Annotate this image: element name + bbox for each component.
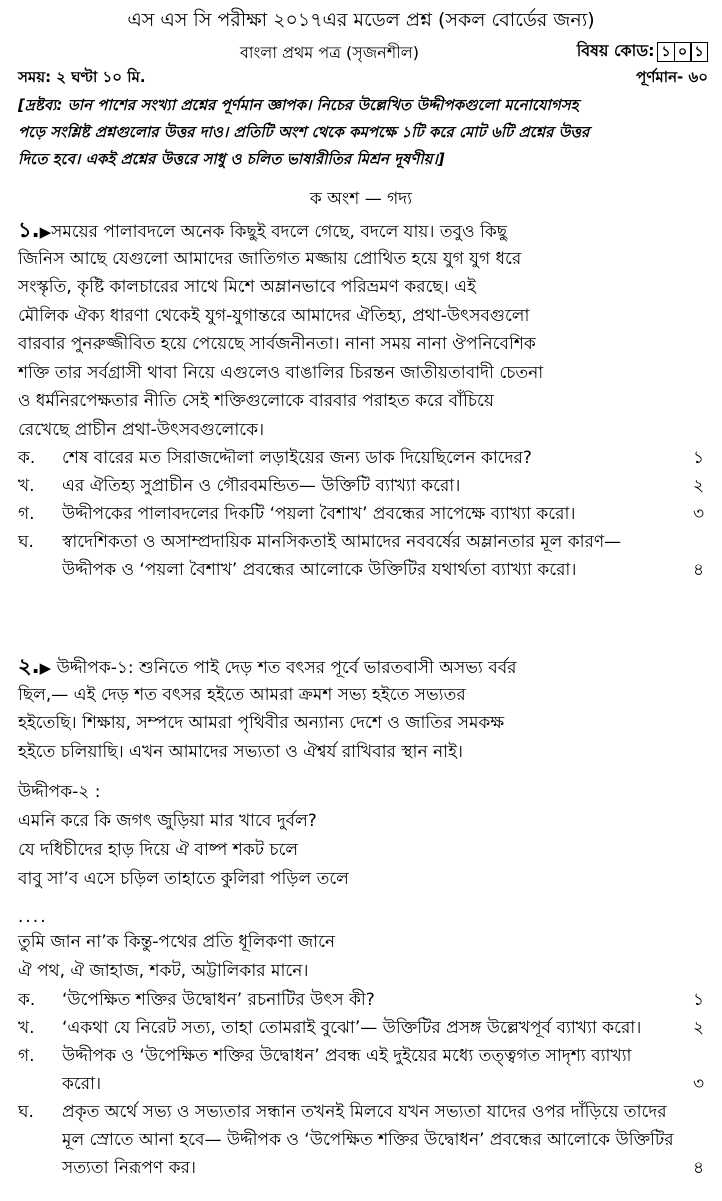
sub-question-label: ঘ. xyxy=(18,532,34,552)
sub-question-text: ‘উপেক্ষিত শক্তির উদ্বোধন’ রচনাটির উৎস কী? xyxy=(62,990,375,1010)
sub-question xyxy=(18,528,708,584)
sub-question-label: ঘ. xyxy=(18,1102,34,1122)
sub-question xyxy=(18,1014,708,1042)
passage-line: রেখেছে প্রাচীন প্রথা-উৎসবগুলোকে। xyxy=(18,419,265,440)
sub-question-label: গ. xyxy=(18,1046,35,1066)
sub-question-text: উদ্দীপকের পালাবদলের দিকটি ‘পয়লা বৈশাখ’ প্রবন্ধের সাপেক্ষে ব্যাখ্যা করো। xyxy=(62,504,576,524)
sub-question-label: ক. xyxy=(18,448,36,468)
sub-question xyxy=(18,986,708,1014)
note-line: দিতে হবে। একই প্রশ্নের উত্তরে সাধু ও চলিত ভাষারীতির মিশ্রন দূষণীয়।] xyxy=(18,150,445,168)
subject-code-label: বিষয় কোড: xyxy=(576,41,655,60)
passage-line: ও ধর্মনিরপেক্ষতার নীতি সেই শক্তিগুলোকে বারবার পরাহত করে বাঁচিয়ে xyxy=(18,391,494,411)
instructions-note xyxy=(18,92,706,173)
sub-question-text: উদ্দীপক ও ‘উপেক্ষিত শক্তির উদ্বোধন’ প্রবন্ধ এই দুইয়ের মধ্যে তত্ত্বগত সাদৃশ্য ব্যাখ্যা করো। xyxy=(62,1046,632,1094)
note-line: পড়ে সংশ্লিষ্ট প্রশ্নগুলোর উত্তর দাও। প্রতিটি অংশ থেকে কমপক্ষে ১টি করে মোট ৬টি প্রশ্নের উত্তর xyxy=(18,123,590,141)
poem-line: ঐ পথ, ঐ জাহাজ, শকট, অট্টালিকার মানে। xyxy=(18,961,309,981)
sub-question-label: খ. xyxy=(18,1018,35,1038)
sub-question-mark: ৪ xyxy=(692,1158,704,1178)
section-title: ক অংশ — গদ্য xyxy=(309,189,413,209)
question-1 xyxy=(18,216,708,584)
subject-code-digit: ১ xyxy=(690,42,708,62)
poem-ellipsis: .... xyxy=(18,907,48,927)
sub-question-mark: ২ xyxy=(692,1018,704,1038)
sub-question-label: গ. xyxy=(18,504,35,524)
passage-line xyxy=(18,216,708,245)
sub-question-text: শেষ বারের মত সিরাজদ্দৌলা লড়াইয়ের জন্য ডাক দিয়েছিলেন কাদের? xyxy=(62,448,532,468)
subject-code-digit: ০ xyxy=(674,42,692,62)
sub-question-mark: ২ xyxy=(692,476,704,496)
sub-question-text: ‘একথা যে নিরেট সত্য, তাহা তোমরাই বুঝো’— উক্তিটির প্রসঙ্গ উল্লেখপূর্ব ব্যাখ্যা করো। xyxy=(62,1018,642,1038)
sub-question-mark: ১ xyxy=(692,990,704,1010)
sub-question xyxy=(18,444,708,472)
exam-title: এস এস সি পরীক্ষা ২০১৭এর মডেল প্রশ্ন (সকল বোর্ডের জন্য) xyxy=(127,9,595,31)
subject-code-boxes xyxy=(659,42,709,62)
poem-line: এমনি করে কি জগৎ জুড়িয়া মার খাবে দুর্বল? xyxy=(18,811,317,831)
question-number: ২. xyxy=(18,654,40,678)
subject-code xyxy=(577,38,708,65)
play-arrow-icon: ▶ xyxy=(39,223,52,241)
passage-line: বারবার পুনরুজ্জীবিত হয়ে পেয়েছে সার্বজনীনতা। নানা সময় নানা ঔপনিবেশিক xyxy=(18,334,536,354)
stimulus-line: হইতেছি। শিক্ষায়, সম্পদে আমরা পৃথিবীর অন্যান্য দেশে ও জাতির সমকক্ষ xyxy=(18,713,505,733)
sub-question xyxy=(18,1042,708,1098)
passage-line: সংস্কৃতি, কৃষ্টি কালচারের সাথে মিশে অম্লানভাবে পরিভ্রমণ করছে। এই xyxy=(18,277,476,297)
sub-question-mark: ৩ xyxy=(692,504,704,524)
sub-question-mark: ৪ xyxy=(692,560,704,580)
sub-question xyxy=(18,500,708,528)
play-arrow-icon: ▶ xyxy=(39,659,52,677)
stimulus-2-title: উদ্দীপক-২ : xyxy=(18,782,101,802)
sub-question-text: স্বাদেশিকতা ও অসাম্প্রদায়িক মানসিকতাই আমাদের নববর্ষের অম্লানতার মূল কারণ— উদ্দীপক ও ‘পয়লা বৈশাখ’ প্রবন্ধের আলোকে উক্তিটির যথার্থতা ব্যাখ্যা করো। xyxy=(62,532,622,580)
poem-line: তুমি জান না’ক কিন্তু-পথের প্রতি ধূলিকণা জানে xyxy=(18,932,336,952)
sub-question-label: খ. xyxy=(18,476,35,496)
sub-question xyxy=(18,472,708,500)
note-line: [দ্রষ্টব্য: ডান পাশের সংখ্যা প্রশ্নের পূর্ণমান জ্ঞাপক। নিচের উল্লেখিত উদ্দীপকগুলো মনোযোগসহ xyxy=(18,96,579,114)
stimulus-line xyxy=(18,652,708,681)
passage-text: সময়ের পালাবদলে অনেক কিছুই বদলে গেছে, বদলে যায়। তবুও কিছু xyxy=(51,222,508,242)
exam-time: সময়: ২ ঘণ্টা ১০ মি. xyxy=(18,68,146,86)
poem-line: বাবু সা’ব এসে চড়িল তাহাতে কুলিরা পড়িল তলে xyxy=(18,869,349,889)
poem-line: যে দধিচীদের হাড় দিয়ে ঐ বাষ্প শকট চলে xyxy=(18,840,299,860)
sub-question-mark: ১ xyxy=(692,448,704,468)
stimulus-line: ছিল,— এই দেড় শত বৎসর হইতে আমরা ক্রমশ সভ্য হইতে সভ্যতর xyxy=(18,684,466,705)
sub-question xyxy=(18,1098,708,1182)
passage-line: জিনিস আছে যেগুলো আমাদের জাতিগত মজ্জায় প্রোথিত হয়ে যুগ যুগ ধরে xyxy=(18,248,522,269)
sub-question-text: প্রকৃত অর্থে সভ্য ও সভ্যতার সন্ধান তখনই মিলবে যখন সভ্যতা যাদের ওপর দাঁড়িয়ে তাদের মূল স্রোতে আনা হবে— উদ্দীপক ও ‘উপেক্ষিত শক্তির উদ্বোধন’ প্রবন্ধের আলোকে উক্তিটির সত্যতা নিরূপণ কর। xyxy=(62,1102,674,1178)
question-number: ১. xyxy=(18,218,40,242)
stimulus-line: হইতে চলিয়াছি। এখন আমাদের সভ্যতা ও ঐশ্বর্য রাখিবার স্থান নাই। xyxy=(18,741,464,762)
subject-code-digit: ১ xyxy=(657,42,675,62)
passage-line: মৌলিক ঐক্য ধারণা থেকেই যুগ-যুগান্তরে আমাদের ঐতিহ্য, প্রথা-উৎসবগুলো xyxy=(18,305,530,326)
subject-name: বাংলা প্রথম পত্র (সৃজনশীল) xyxy=(240,43,419,62)
sub-question-label: ক. xyxy=(18,990,36,1010)
full-marks: পূর্ণমান- ৬০ xyxy=(636,68,708,86)
question-2 xyxy=(18,652,708,1182)
passage-line: শক্তি তার সর্বগ্রাসী থাবা নিয়ে এগুলেও বাঙালির চিরন্তন জাতীয়তাবাদী চেতনা xyxy=(18,362,544,383)
stimulus-text: উদ্দীপক-১: শুনিতে পাই দেড় শত বৎসর পূর্বে ভারতবাসী অসভ্য বর্বর xyxy=(56,658,517,678)
sub-question-mark: ৩ xyxy=(692,1074,704,1094)
sub-question-text: এর ঐতিহ্য সুপ্রাচীন ও গৌরবমন্ডিত— উক্তিটি ব্যাখ্যা করো। xyxy=(62,476,461,496)
